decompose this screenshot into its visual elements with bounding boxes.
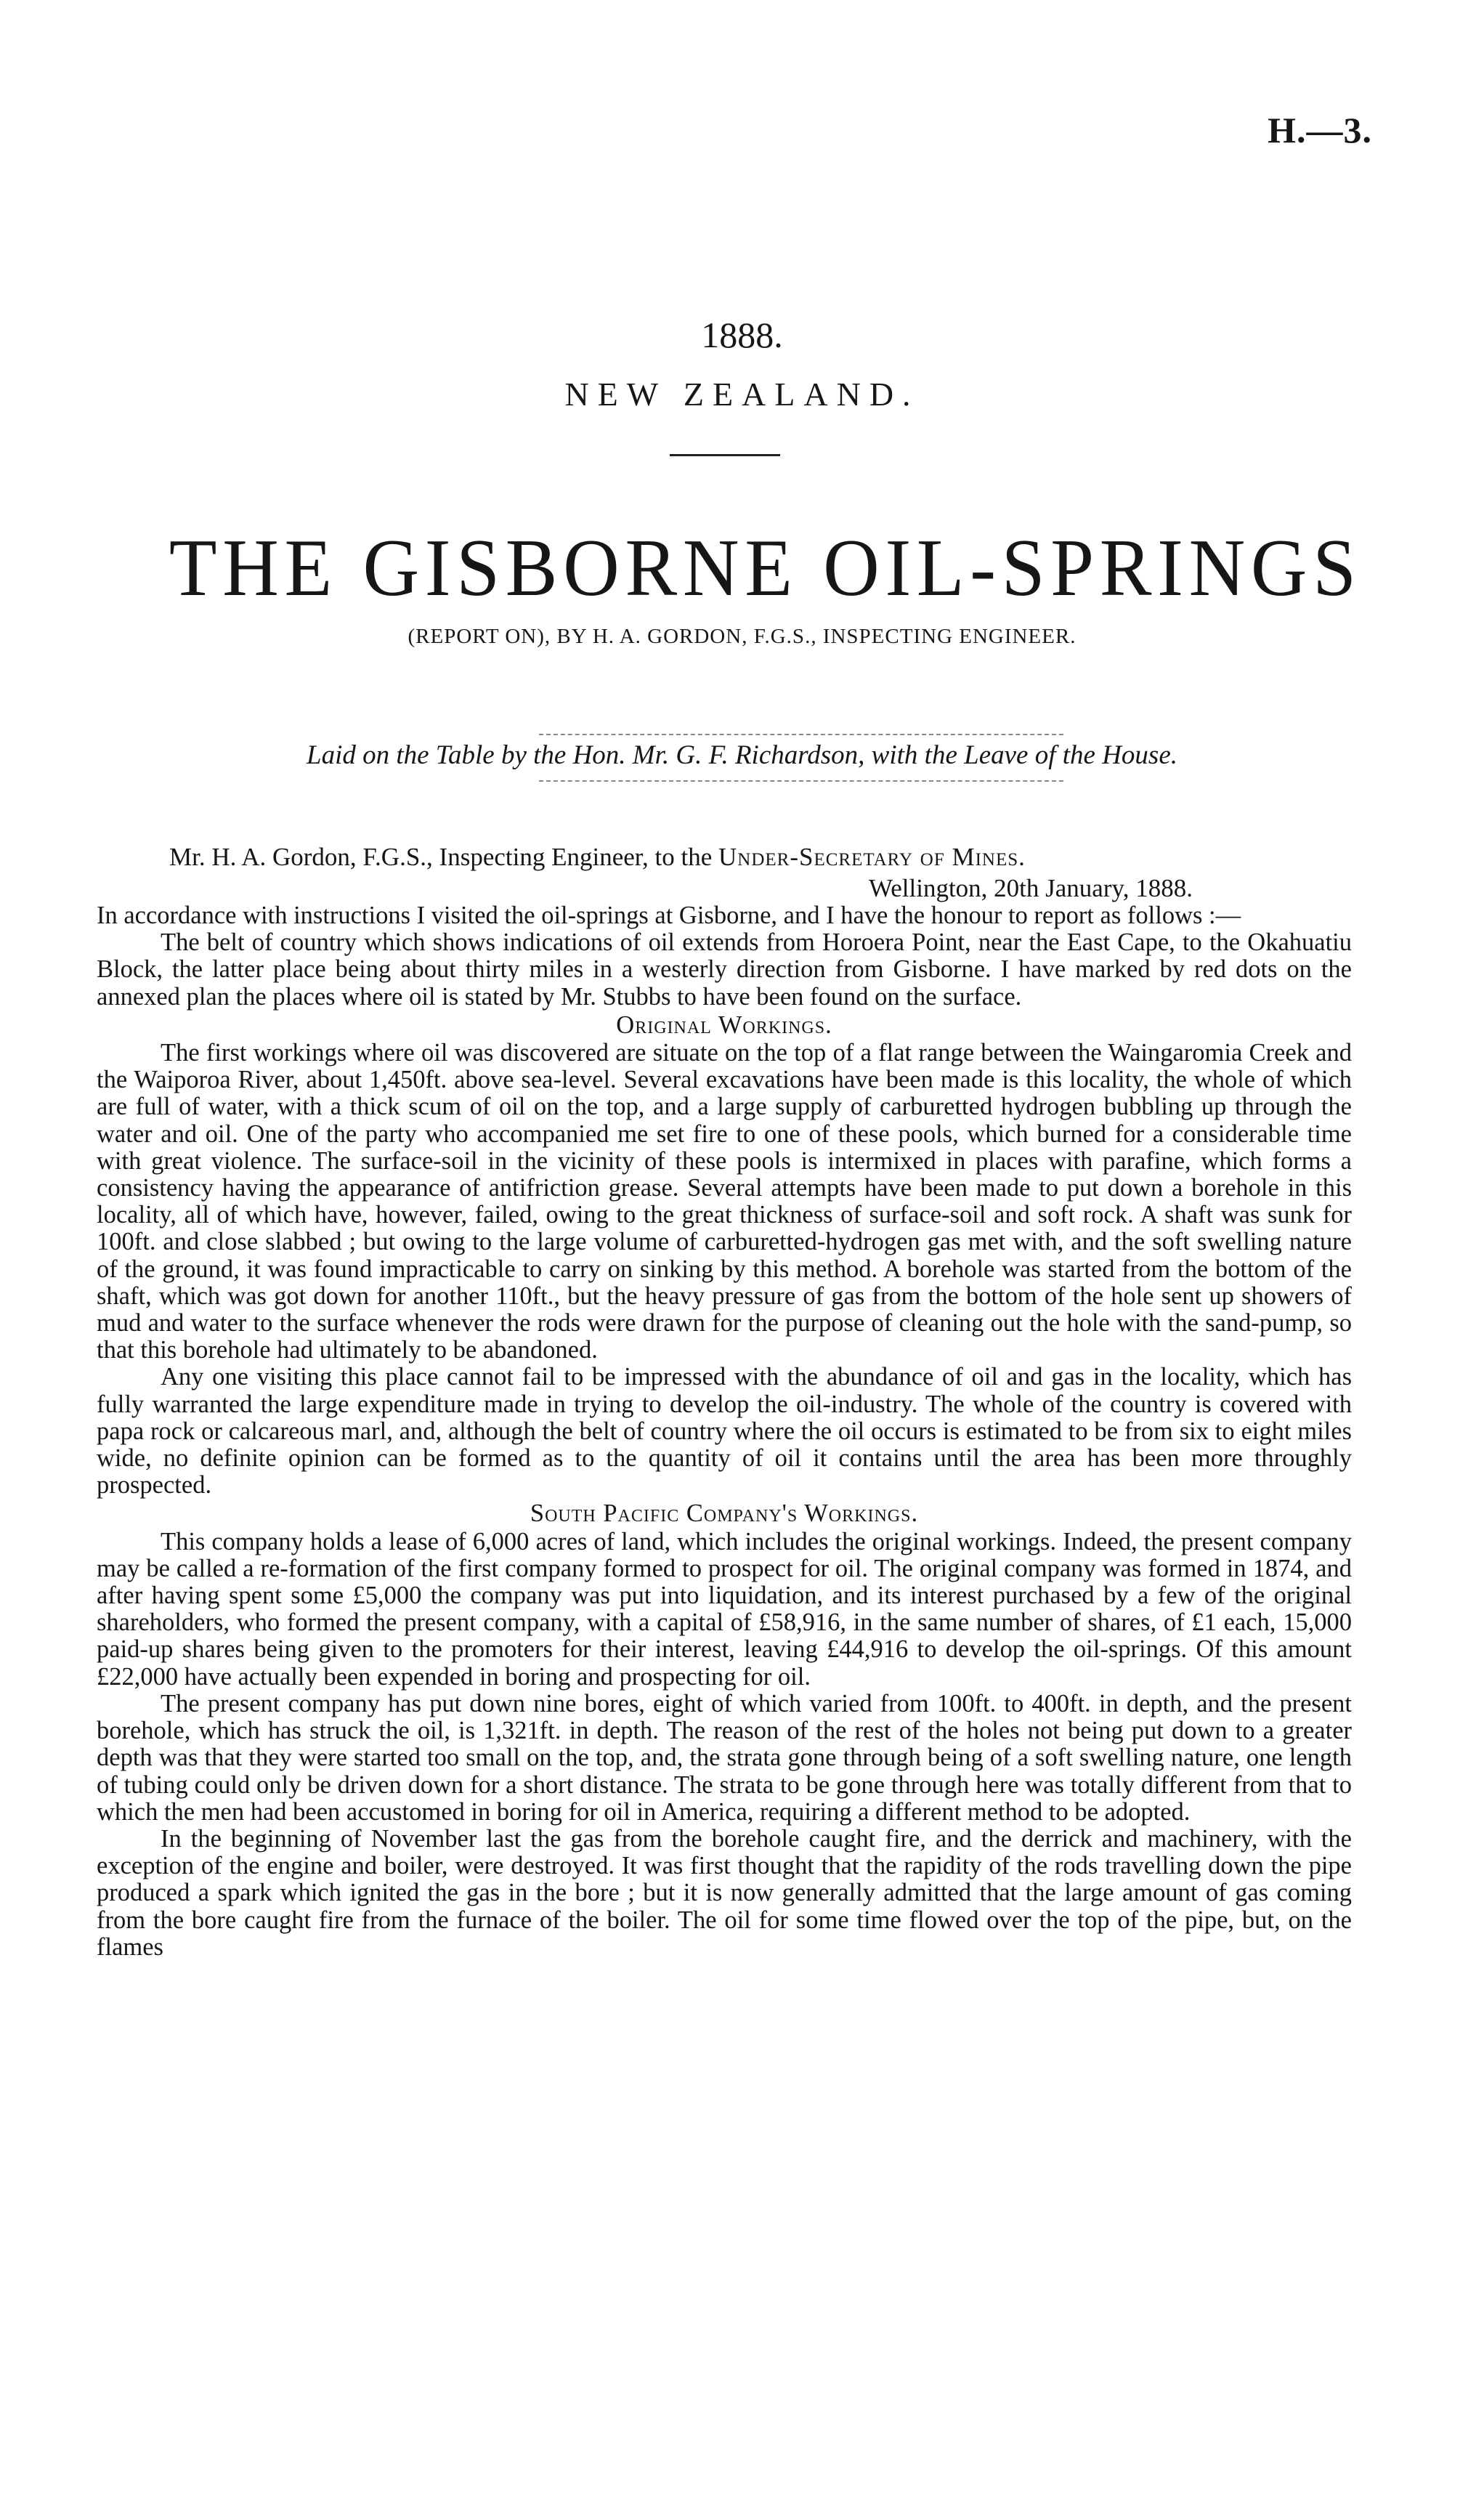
addressee-to: Under-Secretary of Mines.: [718, 843, 1026, 871]
laid-bottom-rule: [539, 780, 1063, 782]
paragraph-original-1: The first workings where oil was discovered are situate on the top of a flat range between the Waingaromia Creek and the Waiporoa River, about 1,450ft. above sea-level. Several excavations have been made is this locality, the whole of which are full of water, with a thick scum of oil on the top, and a large supply of carburetted hydrogen bubbling up through the water and oil. One of the party who accompanied me set fire to one of these pools, which burned for a considerable time with great violence. The surface-soil in the vicinity of these pools is intermixed in places with parafine, which forms a consistency having the appearance of antifriction grease. Several attempts have been made to put down a borehole in this locality, all of which have, however, failed, owing to the great thickness of surface-soil and soft rock. A shaft was sunk for 100ft. and close slabbed ; but owing to the large volume of carburetted-hydrogen gas met with, and the soft swelling nature of the ground, it was found impracticable to carry on sinking by this method. A borehole was started from the bottom of the shaft, which was got down for another 110ft., but the heavy pressure of gas from the bottom of the hole sent up showers of mud and water to the surface whenever the rods were drawn for the purpose of cleaning out the hole with the sand-pump, so that this borehole had ultimately to be abandoned.: [97, 1039, 1352, 1364]
paragraph-south-2: The present company has put down nine bores, eight of which varied from 100ft. to 400ft. in depth, and the present borehole, which has struck the oil, is 1,321ft. in depth. The reason of the rest of the holes not being put down to a greater depth was that they were started too small on the top, and, the strata gone through being of a soft swelling nature, one length of tubing could only be driven down for a short distance. The strata to be gone through here was totally different from that to which the men had been accustomed in boring for oil in America, requiring a different method to be adopted.: [97, 1689, 1352, 1826]
paragraph-intro: In accordance with instructions I visited the oil-springs at Gisborne, and I have the honour to report as follows :—: [97, 902, 1241, 929]
letter-addressee: [169, 843, 1026, 872]
document-subtitle: (REPORT ON), BY H. A. GORDON, F.G.S., INSPECTING ENGINEER.: [408, 625, 1076, 648]
paragraph-south-1: This company holds a lease of 6,000 acres of land, which includes the original workings. Indeed, the present company may be called a re-formation of the first company formed to prospect for oil. The original company was formed in 1874, and after having spent some £5,000 the company was put into liquidation, and its interest purchased by a few of the original shareholders, who formed the present company, with a capital of £58,916, in the same number of shares, of £1 each, 15,000 paid-up shares being given to the promoters for their interest, leaving £44,916 to develop the oil-springs. Of this amount £22,000 have actually been expended in boring and prospecting for oil.: [97, 1527, 1352, 1691]
paragraph-original-2: Any one visiting this place cannot fail to be impressed with the abundance of oil and gas in the locality, which has fully warranted the large expenditure made in trying to develop the oil-industry. The whole of the country is covered with papa rock or calcareous marl, and, although the belt of country where the oil occurs is estimated to be from six to eight miles wide, no definite opinion can be formed as to the quantity of oil it contains until the area has been more throughly prospected.: [97, 1363, 1352, 1500]
section-heading-original-workings: Original Workings.: [616, 1011, 832, 1039]
document-title: THE GISBORNE OIL-SPRINGS: [169, 523, 1362, 613]
report-body: [97, 902, 1352, 1961]
paragraph-belt: The belt of country which shows indications of oil extends from Horoera Point, near the East Cape, to the Okahuatiu Block, the latter place being about thirty miles in a westerly direction from Gisborne. I have marked by red dots on the annexed plan the places where oil is stated by Mr. Stubbs to have been found on the surface.: [97, 928, 1352, 1011]
laid-on-table-note: Laid on the Table by the Hon. Mr. G. F. Richardson, with the Leave of the House.: [307, 740, 1177, 770]
page-reference: H.—3.: [1268, 110, 1372, 150]
paragraph-south-3: In the beginning of November last the gas from the borehole caught fire, and the derrick and machinery, with the exception of the engine and boiler, were destroyed. It was first thought that the rapidity of the rods travelling down the pipe produced a spark which ignited the gas in the bore ; but it is now generally admitted that the large amount of gas coming from the bore caught fire from the furnace of the boiler. The oil for some time flowed over the top of the pipe, but, on the flames: [97, 1824, 1352, 1961]
document-year: 1888.: [701, 315, 783, 355]
addressee-from: Mr. H. A. Gordon, F.G.S., Inspecting Engineer, to the: [169, 843, 719, 871]
letter-dateline: Wellington, 20th January, 1888.: [869, 874, 1193, 902]
laid-top-rule: [539, 734, 1063, 736]
title-divider: [670, 454, 780, 456]
section-heading-south-pacific: South Pacific Company's Workings.: [530, 1500, 919, 1528]
country-heading: NEW ZEALAND.: [564, 376, 920, 413]
